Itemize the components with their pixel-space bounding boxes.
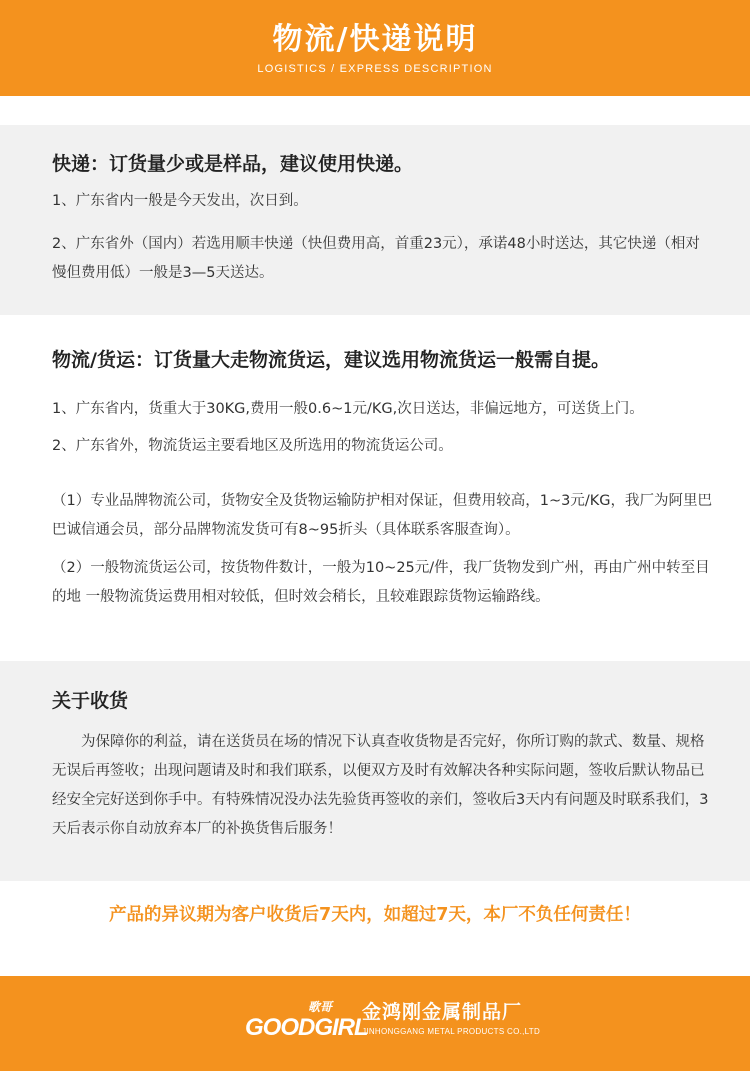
logistics-heading: 物流/货运：订货量大走物流货运，建议选用物流货运一般需自提。 — [52, 349, 610, 371]
page-subtitle: LOGISTICS / EXPRESS DESCRIPTION — [257, 63, 493, 75]
express-item-2: 2、广东省外（国内）若选用顺丰快递（快但费用高，首重23元），承诺48小时送达，其它快递（相对慢但费用低）一般是3—5天送达。 — [52, 236, 700, 281]
logistics-item-2: 2、广东省外，物流货运主要看地区及所选用的物流货运公司。 — [52, 438, 453, 454]
receipt-section — [0, 661, 750, 881]
brand-logo-cn: 歌哥 — [308, 1000, 333, 1014]
company-name-cn: 金鸿刚金属制品厂 — [362, 1001, 523, 1023]
page-title: 物流/快递说明 — [272, 22, 478, 57]
logistics-section — [0, 315, 750, 659]
express-section — [0, 125, 750, 315]
logistics-subitem-1: （1）专业品牌物流公司，货物安全及货物运输防护相对保证，但费用较高，1~3元/KG，我厂为阿里巴巴诚信通会员，部分品牌物流发货可有8~95折头（具体联系客服查询）。 — [52, 493, 712, 538]
express-heading: 快递：订货量少或是样品，建议使用快递。 — [52, 153, 414, 175]
express-item-1: 1、广东省内一般是今天发出，次日到。 — [52, 193, 308, 209]
logistics-item-1: 1、广东省内，货重大于30KG,费用一般0.6~1元/KG,次日送达，非偏远地方，可送货上门。 — [52, 401, 644, 417]
brand-logo — [245, 1000, 368, 1046]
brand-logo-en: GOODGIRL — [245, 1014, 368, 1041]
disclaimer-warning: 产品的异议期为客户收货后7天内，如超过7天，本厂不负任何责任！ — [109, 905, 641, 925]
logistics-subitem-2: （2）一般物流货运公司，按货物件数计，一般为10~25元/件，我厂货物发到广州，再由广州中转至目的地 一般物流货运费用相对较低，但时效会稍长，且较难跟踪货物运输路线。 — [52, 560, 710, 605]
company-name-en: JINHONGGANG METAL PRODUCTS CO.,LTD — [362, 1027, 541, 1036]
receipt-heading: 关于收货 — [52, 690, 129, 712]
footer — [0, 976, 750, 1071]
page-header — [0, 0, 750, 96]
receipt-body: 为保障你的利益，请在送货员在场的情况下认真查收货物是否完好，你所订购的款式、数量、规格无误后再签收；出现问题请及时和我们联系，以便双方及时有效解决各种实际问题，签收后默认物品已经安全完好送到你手中。有特殊情况没办法先验货再签收的亲们，签收后3天内有问题及时联系我们，3天后表示你自动放弃本厂的补换货售后服务！ — [52, 734, 709, 837]
